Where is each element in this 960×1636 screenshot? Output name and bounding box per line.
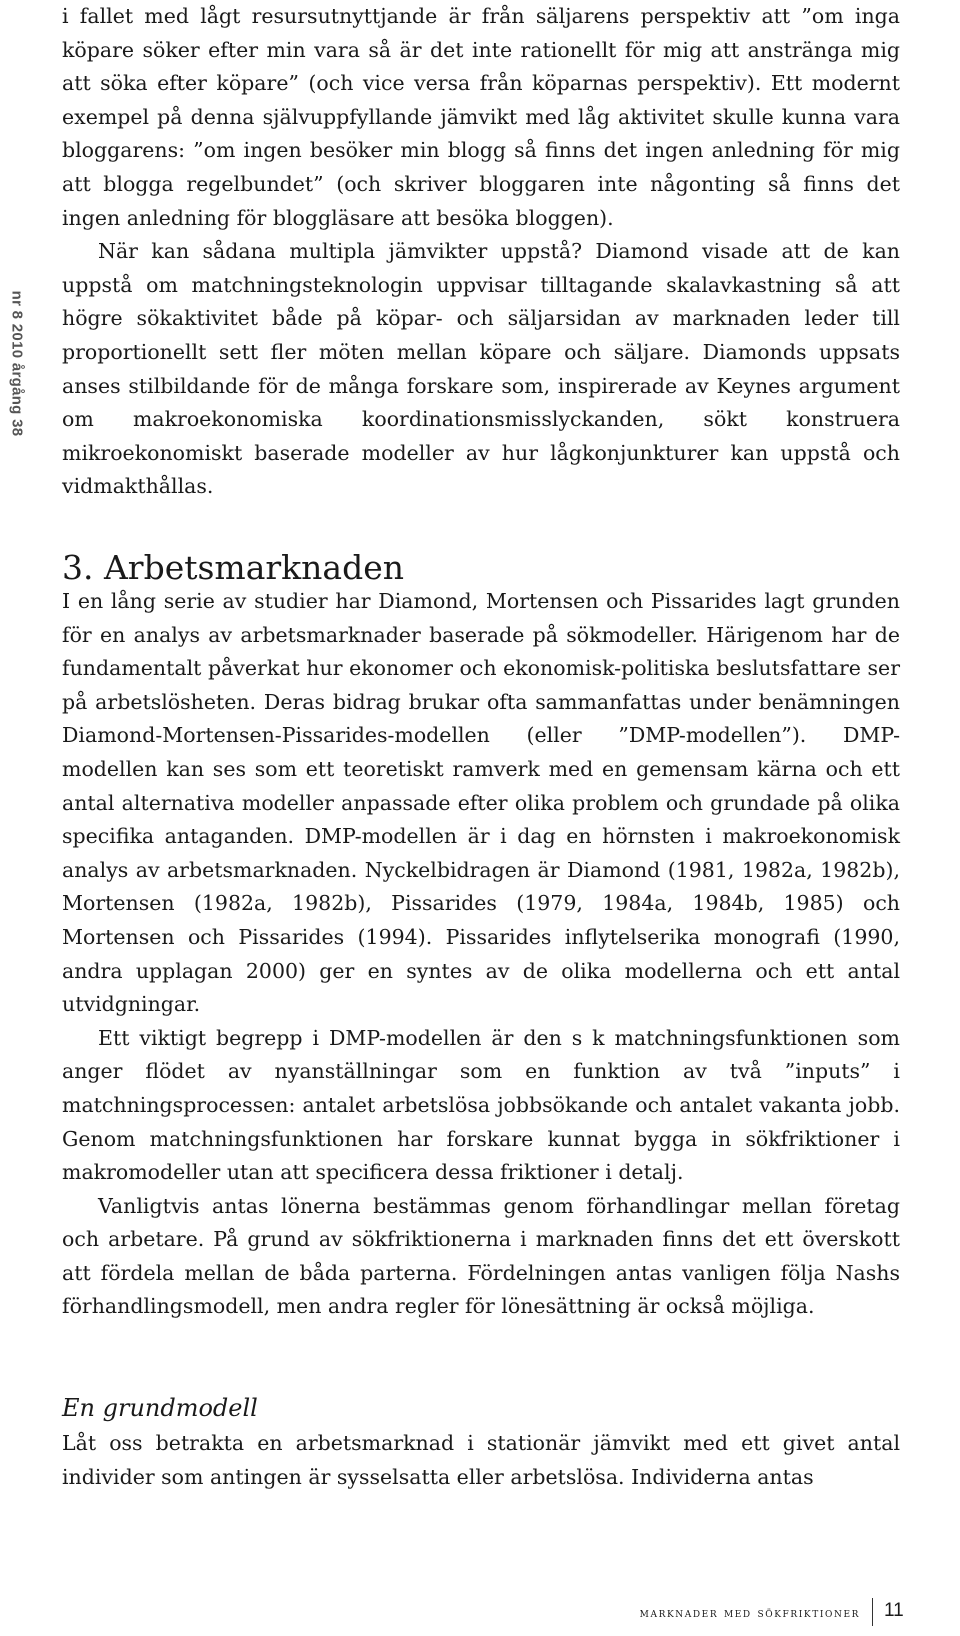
paragraph: I en lång serie av studier har Diamond, Mortensen och Pissarides lagt grunden för en analys av arbetsmarknader baserade på sökmodeller. Härigenom har de fundamentalt påverkat hur ekonomer och ekonomisk-politiska beslutsfattare ser på arbetslösheten. Deras bidrag brukar ofta sammanfattas under benämningen Diamond-Mortensen-Pissarides-modellen (eller ”DMP-modellen”). DMP-modellen kan ses som ett teoretiskt ramverk med en gemensam kärna och ett antal alternativa modeller anpassade efter olika problem och grundade på olika specifika antaganden. DMP-modellen är i dag en hörnsten i makroekonomisk analys av arbetsmarknaden. Nyckelbidragen är Diamond (1981, 1982a, 1982b), Mortensen (1982a, 1982b), Pissarides (1979, 1984a, 1984b, 1985) och Mortensen och Pissarides (1994). Pissarides inflytelserika monografi (1990, andra upplagan 2000) ger en syntes av de olika modellerna och ett antal utvidgningar. <box>62 589 900 1017</box>
subsection-text-block <box>62 1427 900 1494</box>
running-title: marknader med sökfriktioner <box>639 1606 860 1621</box>
paragraph: i fallet med lågt resursutnyttjande är från säljarens perspektiv att ”om inga köpare söker efter min vara så är det inte rationellt för mig att anstränga mig att söka efter köpare” (och vice versa från köparnas perspektiv). Ett modernt exempel på denna självuppfyllande jämvikt med låg aktivitet skulle kunna vara bloggarens: ”om ingen besöker min blogg så finns det ingen anledning för mig att blogga regelbundet” (och skriver bloggaren inte någonting så finns det ingen anledning för bloggläsare att besöka bloggen). <box>62 4 900 230</box>
paragraph: När kan sådana multipla jämvikter uppstå? Diamond visade att de kan uppstå om matchningsteknologin uppvisar tilltagande skalavkastning så att högre sökaktivitet både på köpar- och säljarsidan av marknaden leder till proportionellt sett fler möten mellan köpare och säljare. Diamonds uppsats anses stilbildande för de många forskare som, inspirerade av Keynes argument om makroekonomiska koordinationsmisslyckanden, sökt konstruera mikroekonomiskt baserade modeller av hur lågkonjunkturer kan uppstå och vidmakthållas. <box>62 239 900 499</box>
journal-issue-label <box>2 268 32 458</box>
paragraph: Vanligtvis antas lönerna bestämmas genom förhandlingar mellan företag och arbetare. På grund av sökfriktionerna i marknaden finns det ett överskott att fördela mellan de båda parterna. Fördelningen antas vanligen följa Nashs förhandlingsmodell, men andra regler för lönesättning är också möjliga. <box>62 1193 900 1319</box>
journal-issue-text: nr 8 2010 årgång 38 <box>8 290 26 436</box>
paragraph: Låt oss betrakta en arbetsmarknad i stationär jämvikt med ett givet antal individer som antingen är sysselsatta eller arbetslösa. Individerna antas <box>62 1431 900 1489</box>
intro-text-block <box>62 0 900 504</box>
subsection-heading: En grundmodell <box>62 1394 258 1422</box>
page-number: 11 <box>884 1600 904 1621</box>
paragraph: Ett viktigt begrepp i DMP-modellen är den s k matchningsfunktionen som anger flödet av nyanställningar som en funktion av två ”inputs” i matchningsprocessen: antalet arbetslösa jobbsökande och antalet vakanta jobb. Genom matchningsfunktionen har forskare kunnat bygga in sökfriktioner i makromodeller utan att specificera dessa friktioner i detalj. <box>62 1025 900 1185</box>
footer-divider <box>872 1598 873 1626</box>
section-heading: 3. Arbetsmarknaden <box>62 548 405 587</box>
section-text-block <box>62 585 900 1324</box>
